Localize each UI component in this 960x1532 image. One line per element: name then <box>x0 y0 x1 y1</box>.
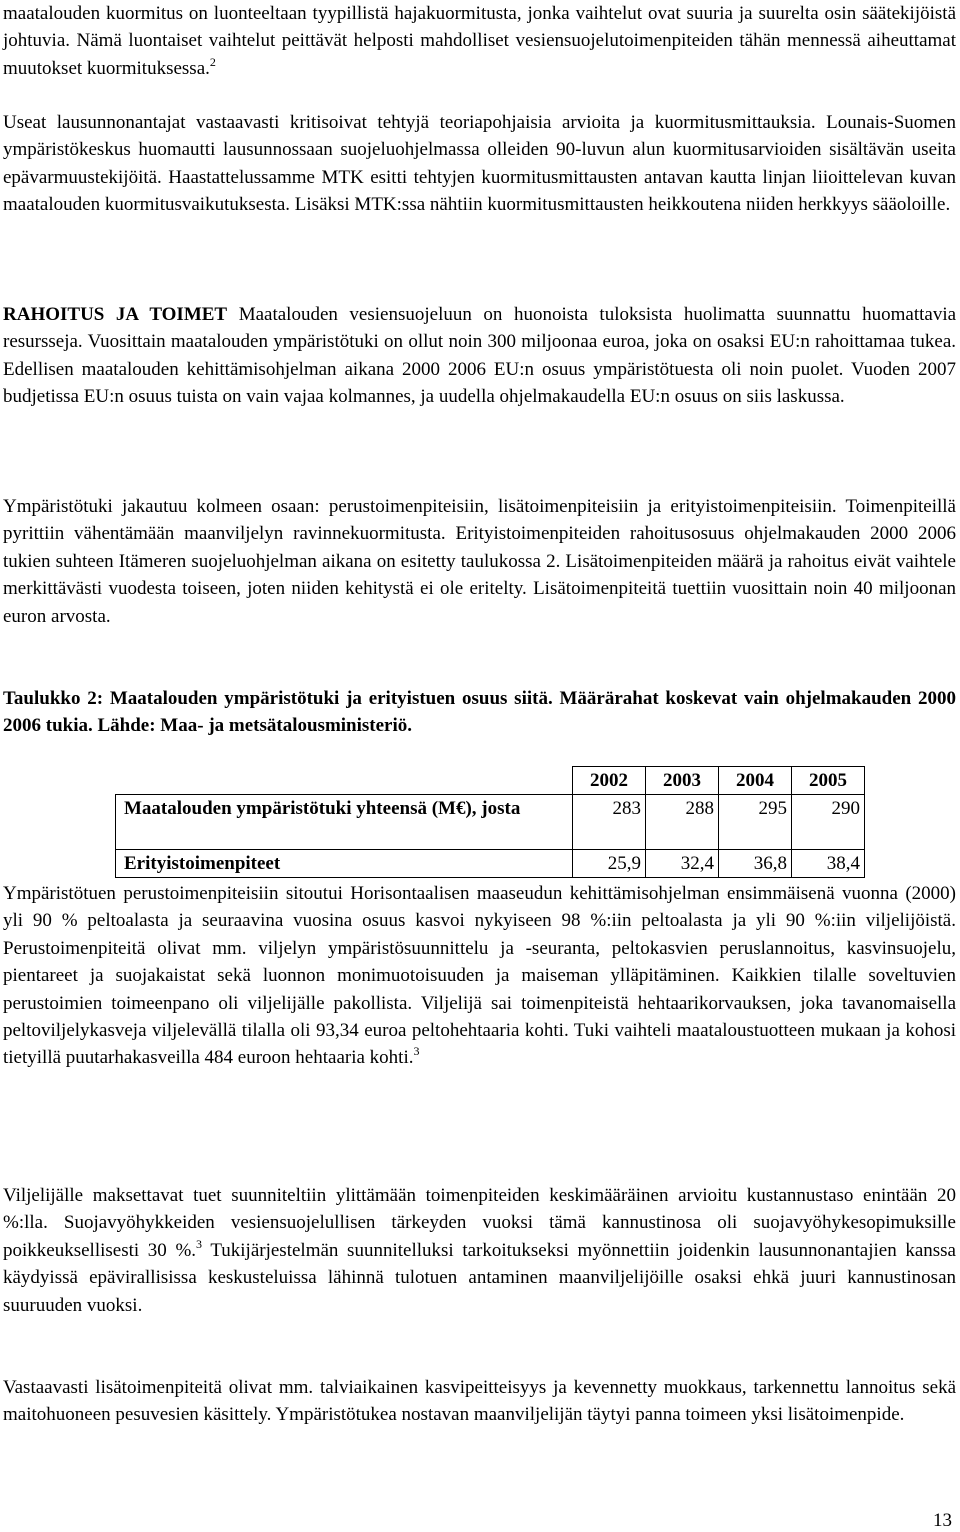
table-cell: 25,9 <box>573 850 646 878</box>
table-cell: 36,8 <box>719 850 792 878</box>
table-cell: 38,4 <box>792 850 865 878</box>
row-label: Maatalouden ympäristötuki yhteensä (M€), josta <box>116 795 573 850</box>
footnote-ref-2: 2 <box>209 54 216 69</box>
paragraph-6 <box>3 1182 956 1319</box>
table-cell: 295 <box>719 795 792 850</box>
year-header: 2004 <box>719 767 792 795</box>
year-header: 2003 <box>646 767 719 795</box>
footnote-ref-3: 3 <box>413 1044 420 1059</box>
paragraph-4: Ympäristötuki jakautuu kolmeen osaan: perustoimenpiteisiin, lisätoimenpiteisiin ja erityistoimenpiteisiin. Toimenpiteillä pyrittiin vähentämään maanviljelyn ravinnekuormitusta. Erityistoimenpiteiden rahoitusosuus ohjelmakauden 2000 2006 tukien suhteen Itämeren suojeluohjelman aikana on esitetty taulukossa 2. Lisätoimenpiteiden määrä ja rahoitus eivät vaihtele merkittävästi vuodesta toiseen, joten niiden kehitystä ei ole eritelty. Lisätoimenpiteitä tuettiin vuosittain noin 40 miljoonan euron arvosta. <box>3 496 956 627</box>
paragraph-7: Vastaavasti lisätoimenpiteitä olivat mm. talviaikainen kasvipeitteisyys ja kevennetty muokkaus, tarkennettu lannoitus sekä maitohuoneen pesuvesien käsittely. Ympäristötukea nostavan maanviljelijän täytyi panna toimeen yksi lisätoimenpide. <box>3 1377 956 1426</box>
paragraph-3-text: Maatalouden vesiensuojeluun on huonoista tuloksista huolimatta suunnattu huomattavia resursseja. Vuosittain maatalouden ympäristötuki on ollut noin 300 miljoonaa euroa, joka on osaksi EU:n rahoittamaa tukea. Edellisen maatalouden kehittämisohjelman aikana 2000 2006 EU:n osuus ympäristötuesta oli noin puolet. Vuoden 2007 budjetissa EU:n osuus tuista on vain vajaa kolmannes, ja uudella ohjelmakaudella EU:n osuus on siis laskussa. <box>3 304 957 408</box>
table-cell: 290 <box>792 795 865 850</box>
section-heading: RAHOITUS JA TOIMET <box>3 304 228 325</box>
table-row <box>116 795 865 850</box>
row-label: Erityistoimenpiteet <box>116 850 573 878</box>
footnote-ref-3: 3 <box>196 1236 203 1251</box>
year-header: 2005 <box>792 767 865 795</box>
paragraph-6-text-b: Tukijärjestelmän suunnitelluksi tarkoitukseksi myönnettiin joidenkin lausunnonantajien kanssa käydyissä epävirallisissa keskusteluissa lähinnä tulotuen antaminen maanviljelijöille osaksi ehkä juuri kannustinosan suuruuden vuoksi. <box>3 1239 956 1316</box>
paragraph-5-text: Ympäristötuen perustoimenpiteisiin sitoutui Horisontaalisen maaseudun kehittämisohjelman ensimmäisenä vuonna (2000) yli 90 % peltoalasta ja seuraavina vuosina osuus kasvoi nykyiseen 98 %:iin peltoalasta ja yli 90 %:iin viljelijöistä. Perustoimenpiteitä olivat mm. viljelyn ympäristösuunnittelu ja -seuranta, peltokasvien peruslannoitus, kasvinsuojelu, pientareet ja suojakaistat sekä luonnon monimuotoisuuden ja maiseman ylläpitäminen. Kaikkien tilalle soveltuvien perustoimien toimeenpano oli viljelijälle pakollista. Viljelijä sai toimenpiteistä hehtaarikorvauksen, joka tavanomaisella peltoviljelykasveja viljelevällä tilalla oli 93,34 euroa peltohehtaaria kohti. Tuki vaihteli maataloustuotteen mukaan ja kohosi tietyillä puutarhakasveilla 484 euroon hehtaaria kohti. <box>3 883 956 1069</box>
environmental-aid-table <box>115 766 865 878</box>
page-number: 13 <box>933 1510 952 1531</box>
paragraph-3 <box>3 301 956 411</box>
table-cell: 32,4 <box>646 850 719 878</box>
table-corner-cell <box>116 767 573 795</box>
table-caption: Taulukko 2: Maatalouden ympäristötuki ja erityistuen osuus siitä. Määrärahat koskevat vain ohjelmakauden 2000 2006 tukia. Lähde: Maa- ja metsätalousministeriö. <box>3 688 956 737</box>
table-cell: 283 <box>573 795 646 850</box>
table-row <box>116 850 865 878</box>
paragraph-1-text: maatalouden kuormitus on luonteeltaan tyypillistä hajakuormitusta, jonka vaihtelut ovat suuria ja suurelta osin säätekijöistä johtuvia. Nämä luontaiset vaihtelut peittävät helposti mahdolliset vesiensuojelutoimenpiteiden tähän mennessä aiheuttamat muutokset kuormituksessa. <box>3 3 956 79</box>
year-header: 2002 <box>573 767 646 795</box>
table-cell: 288 <box>646 795 719 850</box>
paragraph-1 <box>3 0 956 82</box>
paragraph-5 <box>3 880 956 1072</box>
paragraph-6-text-a: Viljelijälle maksettavat tuet suunniteltiin ylittämään toimenpiteiden keskimääräinen arvioitu kustannustaso enintään 20 %:lla. Suojavyöhykkeiden vesiensuojelullisen tärkeyden vuoksi tämä kannustinosa oli suojavyöhykesopimuksille poikkeuksellisesti 30 %. <box>3 1185 956 1261</box>
table-header-row <box>116 767 865 795</box>
paragraph-2: Useat lausunnonantajat vastaavasti kritisoivat tehtyjä teoriapohjaisia arvioita ja kuormitusmittauksia. Lounais-Suomen ympäristökeskus huomautti lausunnossaan suojeluohjelmassa olleiden 90-luvun alun kuormitusarvioiden sisältävän useita epävarmuustekijöitä. Haastattelussamme MTK esitti tehtyjen kuormitusmittausten antavan kautta linjan liioittelevan kuvan maatalouden kuormitusvaikutuksesta. Lisäksi MTK:ssa nähtiin kuormitusmittausten heikkoutena niiden herkkyys sääoloille. <box>3 112 956 216</box>
